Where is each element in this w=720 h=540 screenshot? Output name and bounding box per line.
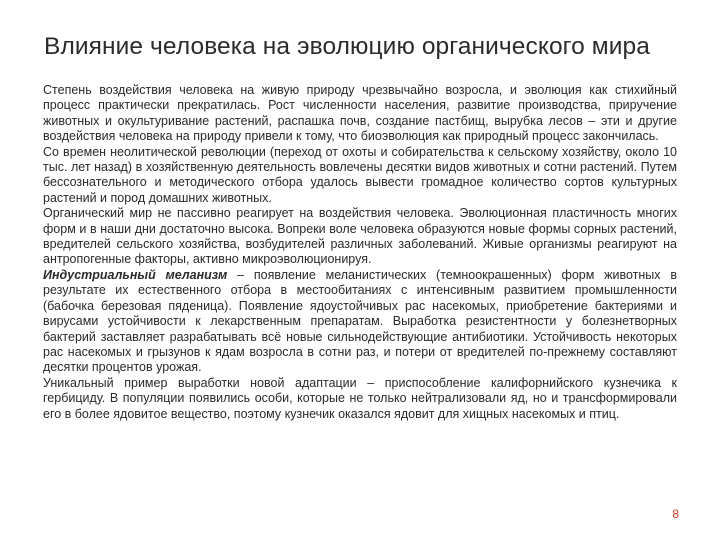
page-number: 8 bbox=[672, 507, 679, 521]
paragraph-organic-response: Органический мир не пассивно реагирует на воздействия человека. Эволюционная пластичность многих форм и в наши дни достаточно высока. Вопреки воле человека образуются новые формы сорных растений, вредителей сельского хозяйства, возбудителей различных заболеваний. Живые организмы реагируют на антропогенные факторы, активно микроэволюционируя. bbox=[43, 206, 677, 267]
paragraph-neolithic: Со времен неолитической революции (переход от охоты и собирательства к сельскому хозяйству, около 10 тыс. лет назад) в хозяйственную деятельность вовлечены десятки видов животных и сотни растений. Путем бессознательного и методического отбора удалось вывести громадное количество сортов культурных растений и пород домашних животных. bbox=[43, 144, 677, 205]
slide-title: Влияние человека на эволюцию органического мира bbox=[44, 33, 650, 60]
paragraph-melanism bbox=[43, 268, 677, 376]
slide-body bbox=[43, 83, 677, 422]
paragraph-impact: Степень воздействия человека на живую природу чрезвычайно возросла, и эволюция как стихийный процесс практически прекратилась. Рост численности населения, развитие производства, приручение животных и окультуривание растений, распашка почв, создание пастбищ, вырубка лесов – эти и другие воздействия человека на природу привели к тому, что биоэволюция как природный процесс закончилась. bbox=[43, 83, 677, 144]
melanism-term: Индустриальный меланизм bbox=[43, 267, 228, 282]
melanism-definition: – появление меланистических (темноокрашенных) форм животных в результате их естественного отбора в местообитаниях с интенсивным развитием промышленности (бабочка березовая пяденица). Появление ядоустойчивых рас насекомых, приобретение бактериями и вирусами устойчивости к лекарственным препаратам. Выработка резистентности у болезнетворных бактерий заставляет разрабатывать всё новые сильнодействующие антибиотики. Устойчивость некоторых рас насекомых и грызунов к ядам возросла в сотни раз, и потери от вредителей по-прежнему составляют десятки процентов урожая. bbox=[43, 267, 677, 375]
paragraph-grasshopper: Уникальный пример выработки новой адаптации – приспособление калифорнийского кузнечика к гербициду. В популяции появились особи, которые не только нейтрализовали яд, но и трансформировали его в более ядовитое вещество, поэтому кузнечик оказался ядовит для хищных насекомых и птиц. bbox=[43, 375, 677, 421]
